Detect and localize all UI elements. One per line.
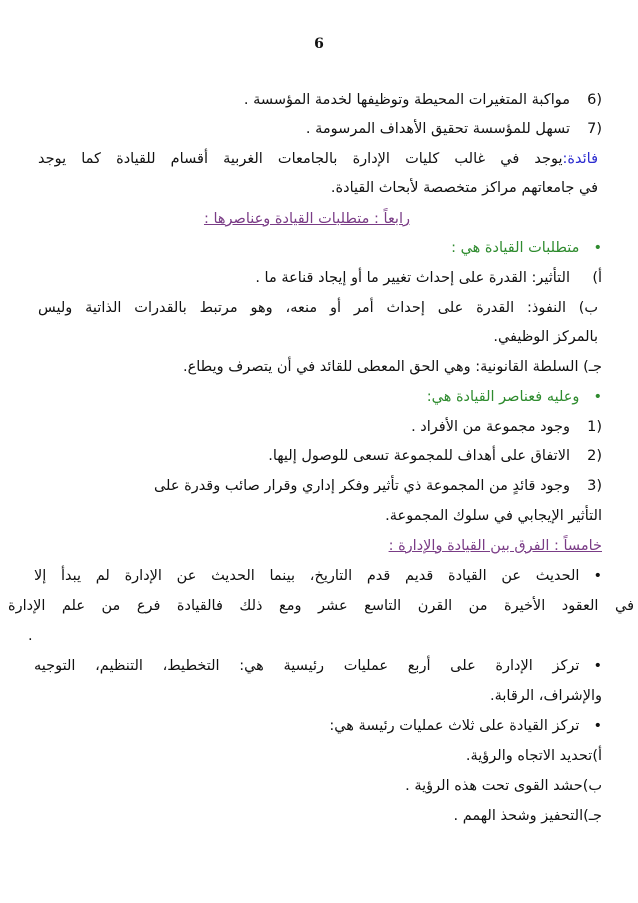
list-item-text: التحفيز وشحذ الهمم .: [453, 808, 584, 824]
list-item-2: [34, 442, 602, 471]
bullet-icon: •: [593, 718, 602, 734]
bullet-icon: •: [593, 658, 602, 674]
list-item-text: حشد القوى تحت هذه الرؤية .: [405, 778, 583, 794]
list-item-text: وجود مجموعة من الأفراد .: [411, 419, 570, 435]
list-letter: أ): [592, 270, 602, 286]
section-heading-4: [204, 205, 410, 234]
list-item-alef: [34, 264, 602, 293]
bullet-text: وعليه فعناصر القيادة هي:: [426, 389, 580, 405]
bullet-icon: •: [593, 240, 602, 256]
bullet-management-line-1: [34, 652, 602, 681]
bullet-text: الحديث عن القيادة قديم قدم التاريخ، بينما الحديث عن الإدارة لم يبدأ إلا: [34, 568, 580, 584]
list-number: (1: [587, 419, 602, 435]
list-item-jim: جـ) السلطة القانونية: وهي الحق المعطى للقائد في أن يتصرف ويطاع.: [183, 359, 602, 375]
list-item-alef-2: [34, 742, 602, 771]
bullet-text: تركز الإدارة على أربع عمليات رئيسية هي: التخطيط، التنظيم، التوجيه: [34, 658, 580, 674]
list-item-text: وجود قائدٍ من المجموعة ذي تأثير وفكر إداري وقرار صائب وقدرة على: [153, 478, 570, 494]
bullet-management-line-2: والإشراف، الرقابة.: [489, 688, 602, 704]
note-paragraph-line-1: [38, 145, 598, 174]
note-paragraph-line-2: في جامعاتهم مراكز متخصصة لأبحاث القيادة.: [330, 180, 598, 196]
list-item-text: تحديد الاتجاه والرؤية.: [465, 748, 593, 764]
bullet-leadership: [34, 712, 602, 741]
list-item-3-line-1: [34, 472, 602, 501]
list-item-6: [34, 86, 602, 115]
section-heading-5: [389, 532, 602, 561]
list-item-ba-2: [34, 772, 602, 801]
list-item-text: الاتفاق على أهداف للمجموعة تسعى للوصول إليها.: [268, 448, 570, 464]
list-letter: ب): [582, 778, 602, 794]
note-text: يوجد في غالب كليات الإدارة بالجامعات الغربية أقسام للقيادة كما يوجد: [38, 151, 563, 167]
bullet-history-line-3: .: [28, 628, 33, 644]
bullet-text: تركز القيادة على ثلاث عمليات رئيسة هي:: [329, 718, 580, 734]
list-number: (2: [587, 448, 602, 464]
list-number: (3: [587, 478, 602, 494]
list-item-7: [34, 115, 602, 144]
list-item-text: النفوذ: القدرة على إحداث أمر أو منعه، وهو مرتبط بالقدرات الذاتية وليس: [38, 300, 566, 316]
bullet-requirements: [34, 234, 602, 263]
list-item-text: التأثير: القدرة على إحداث تغيير ما أو إيجاد قناعة ما .: [255, 270, 570, 286]
bullet-history-line-2: في العقود الأخيرة من القرن التاسع عشر ومع ذلك فالقيادة فرع من علم الإدارة: [8, 598, 634, 614]
bullet-icon: •: [593, 389, 602, 405]
note-label: فائدة:: [562, 151, 598, 167]
bullet-icon: •: [593, 568, 602, 584]
list-item-text: مواكبة المتغيرات المحيطة وتوظيفها لخدمة المؤسسة .: [243, 92, 570, 108]
list-item-jim-2: [34, 802, 602, 831]
list-letter: ب): [578, 300, 598, 316]
bullet-elements: [34, 383, 602, 412]
list-letter: أ): [592, 748, 602, 764]
list-item-1: [34, 413, 602, 442]
section-heading-text: خامساً : الفرق بين القيادة والإدارة :: [388, 538, 602, 554]
list-item-text: تسهل للمؤسسة تحقيق الأهداف المرسومة .: [305, 121, 570, 137]
section-heading-text: رابعاً : متطلبات القيادة وعناصرها :: [203, 211, 410, 227]
list-number: (7: [587, 121, 602, 137]
list-number: (6: [587, 92, 602, 108]
list-item-ba-line-1: [38, 294, 598, 323]
list-item-3-line-2: التأثير الإيجابي في سلوك المجموعة.: [385, 508, 602, 524]
bullet-history-line-1: [34, 562, 602, 591]
page-number: 6: [314, 36, 324, 52]
list-item-ba-line-2: بالمركز الوظيفي.: [493, 329, 598, 345]
bullet-text: متطلبات القيادة هي :: [451, 240, 580, 256]
list-letter: جـ): [583, 808, 602, 824]
